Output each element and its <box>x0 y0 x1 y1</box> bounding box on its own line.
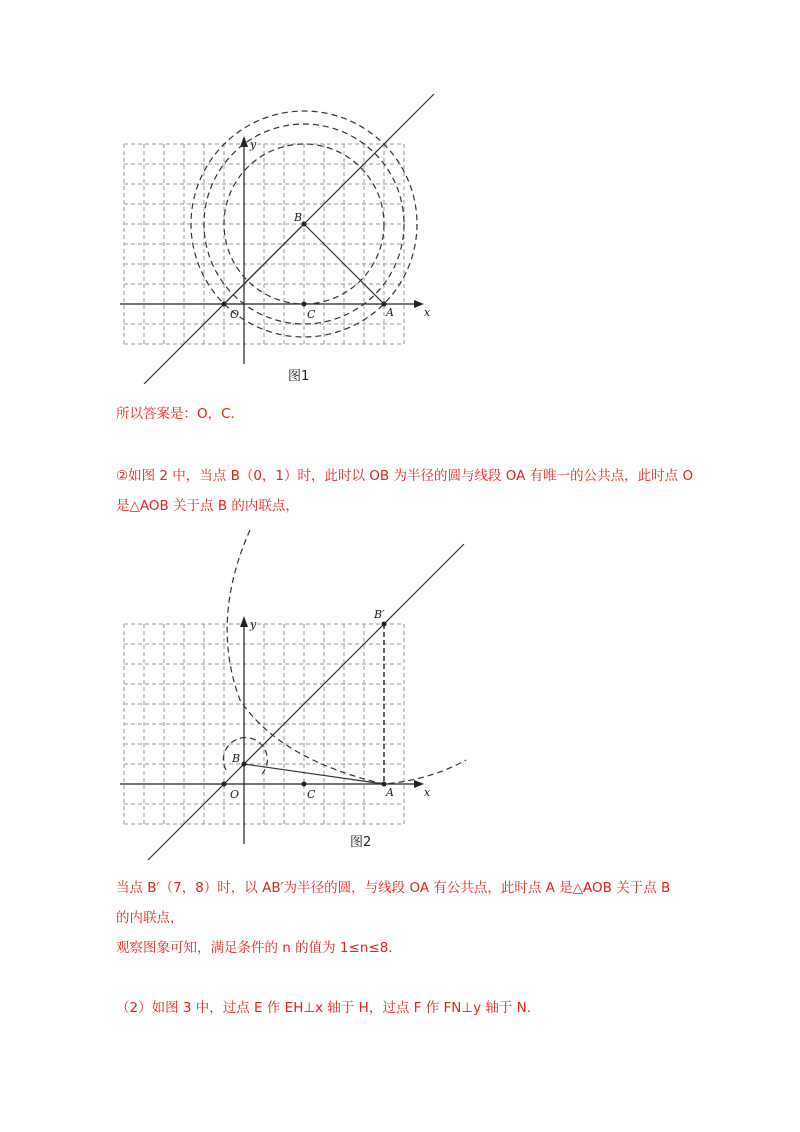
point-B <box>302 222 307 227</box>
figure-2-diagram <box>0 530 800 870</box>
point-Bprime <box>382 622 387 627</box>
label-B: B <box>232 752 241 765</box>
paragraph-4: （2）如图 3 中，过点 E 作 EH⊥x 轴于 H，过点 F 作 FN⊥y 轴于 N. <box>116 1000 532 1016</box>
figure-2 <box>0 530 800 870</box>
label-C: C <box>307 788 316 801</box>
dashed-arcs <box>223 530 466 784</box>
label-O: O <box>230 308 240 321</box>
line-y-eq-x <box>148 544 464 860</box>
answer-text: 所以答案是：O，C． <box>116 406 245 422</box>
paragraph-2-line-1: ②如图 2 中，当点 B（0，1）时，此时以 OB 为半径的圆与线段 OA 有唯一的公共点，此时点 O <box>116 468 694 484</box>
label-O: O <box>230 788 240 801</box>
point-C <box>302 782 307 787</box>
paragraph-3-line-2: 的内联点， <box>116 910 184 926</box>
label-x: x <box>424 786 431 799</box>
figure-1 <box>0 90 800 390</box>
grid <box>124 624 404 824</box>
label-Bprime: B′ <box>374 608 385 621</box>
paragraph-2-line-2: 是△AOB 关于点 B 的内联点， <box>116 498 299 514</box>
figure-1-caption: 图1 <box>288 369 310 384</box>
point-B <box>242 762 247 767</box>
label-y: y <box>250 138 257 151</box>
point-C <box>302 302 307 307</box>
paragraph-3-line-1: 当点 B′（7，8）时，以 AB′为半径的圆，与线段 OA 有公共点，此时点 A 是△AOB 关于点 B <box>116 880 671 896</box>
figure-1-diagram <box>0 90 800 390</box>
point-O <box>222 302 227 307</box>
label-B: B <box>294 211 303 224</box>
point-O <box>222 782 227 787</box>
label-y: y <box>250 618 257 631</box>
label-A: A <box>386 786 394 799</box>
segment-BA <box>244 764 384 784</box>
grid <box>124 144 404 344</box>
label-x: x <box>424 306 431 319</box>
label-C: C <box>307 308 316 321</box>
paragraph-3-line-3: 观察图象可知，满足条件的 n 的值为 1≤n≤8. <box>116 940 393 956</box>
figure-2-caption: 图2 <box>350 835 372 850</box>
label-A: A <box>386 306 394 319</box>
